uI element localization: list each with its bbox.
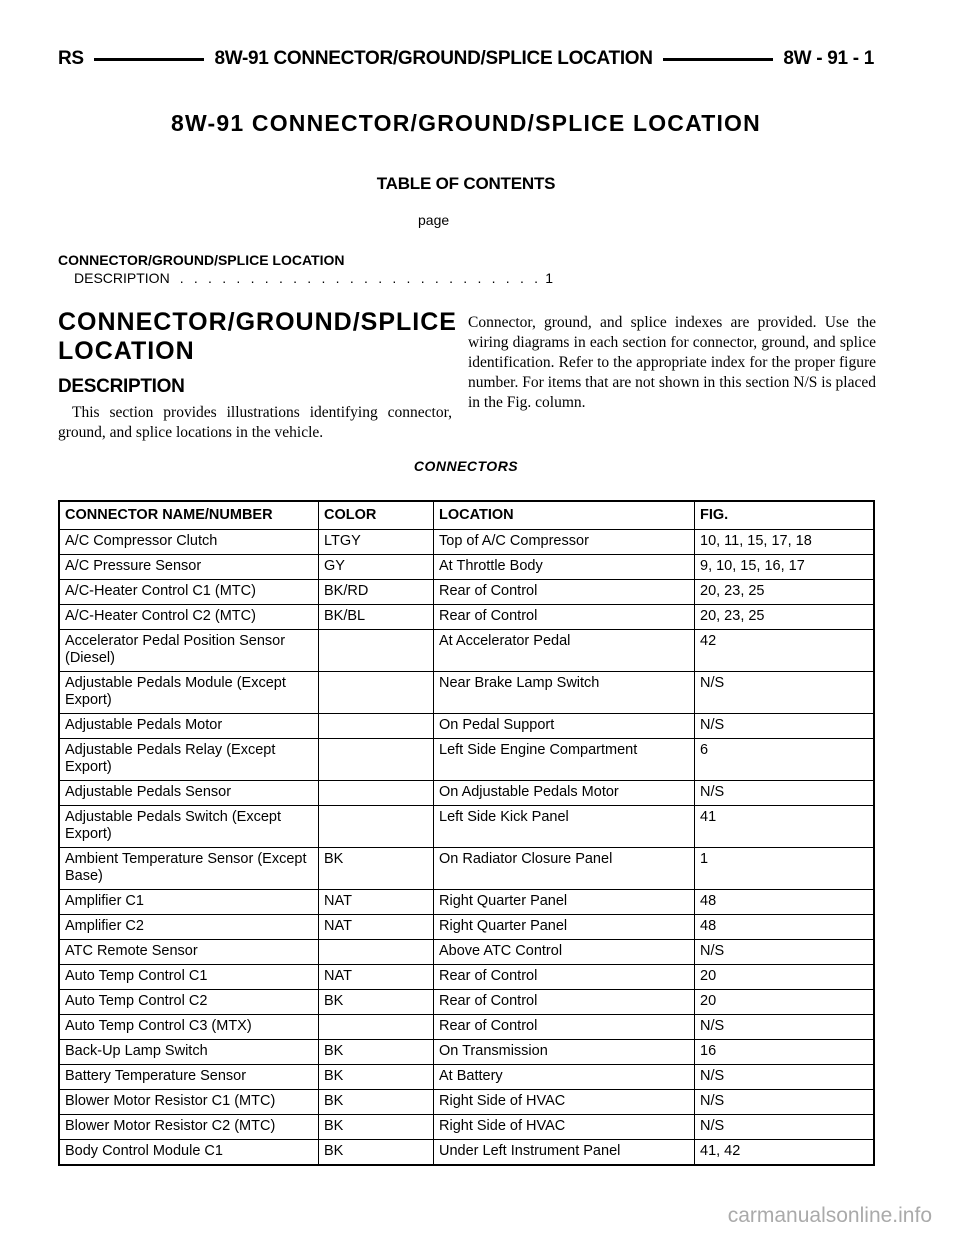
- cell-fig: 41: [695, 806, 875, 848]
- cell-fig: 1: [695, 848, 875, 890]
- cell-location: Rear of Control: [434, 965, 695, 990]
- cell-location: At Battery: [434, 1065, 695, 1090]
- watermark: carmanualsonline.info: [727, 1204, 932, 1227]
- cell-color: BK: [319, 1040, 434, 1065]
- cell-location: On Pedal Support: [434, 714, 695, 739]
- table-row: [59, 630, 874, 672]
- toc-heading: TABLE OF CONTENTS: [376, 174, 556, 193]
- table-row: [59, 1065, 874, 1090]
- cell-fig: N/S: [695, 1065, 875, 1090]
- cell-location: At Accelerator Pedal: [434, 630, 695, 672]
- table-row: [59, 580, 874, 605]
- cell-color: NAT: [319, 965, 434, 990]
- cell-color: BK: [319, 990, 434, 1015]
- cell-connector-name: Adjustable Pedals Module (Except Export): [59, 672, 319, 714]
- cell-color: BK: [319, 1140, 434, 1166]
- cell-color: [319, 781, 434, 806]
- header-left: RS: [58, 48, 84, 69]
- page-title: 8W-91 CONNECTOR/GROUND/SPLICE LOCATION: [171, 110, 761, 136]
- toc-section: CONNECTOR/GROUND/SPLICE LOCATION: [58, 252, 345, 268]
- cell-fig: 41, 42: [695, 1140, 875, 1166]
- cell-connector-name: A/C Compressor Clutch: [59, 530, 319, 555]
- cell-location: Right Side of HVAC: [434, 1090, 695, 1115]
- cell-color: GY: [319, 555, 434, 580]
- cell-color: [319, 672, 434, 714]
- cell-color: [319, 806, 434, 848]
- cell-location: Right Side of HVAC: [434, 1115, 695, 1140]
- table-row: [59, 1140, 874, 1166]
- table-row: [59, 1090, 874, 1115]
- cell-location: At Throttle Body: [434, 555, 695, 580]
- cell-connector-name: Ambient Temperature Sensor (Except Base): [59, 848, 319, 890]
- cell-fig: N/S: [695, 781, 875, 806]
- cell-fig: 20: [695, 990, 875, 1015]
- cell-fig: 16: [695, 1040, 875, 1065]
- subsection-title: DESCRIPTION: [58, 376, 185, 397]
- header-center: 8W-91 CONNECTOR/GROUND/SPLICE LOCATION: [214, 48, 653, 69]
- cell-fig: 9, 10, 15, 16, 17: [695, 555, 875, 580]
- table-row: [59, 1015, 874, 1040]
- cell-connector-name: A/C Pressure Sensor: [59, 555, 319, 580]
- table-row: [59, 1040, 874, 1065]
- header-rule-left: [94, 58, 205, 61]
- cell-color: BK: [319, 848, 434, 890]
- cell-color: NAT: [319, 915, 434, 940]
- table-row: [59, 965, 874, 990]
- cell-location: Right Quarter Panel: [434, 890, 695, 915]
- cell-fig: 20, 23, 25: [695, 605, 875, 630]
- cell-color: [319, 714, 434, 739]
- header-connector-name: CONNECTOR NAME/NUMBER: [59, 501, 319, 530]
- cell-fig: 42: [695, 630, 875, 672]
- cell-location: Above ATC Control: [434, 940, 695, 965]
- cell-fig: 48: [695, 915, 875, 940]
- table-row: [59, 990, 874, 1015]
- toc-page-label: page: [418, 212, 450, 228]
- cell-color: BK: [319, 1090, 434, 1115]
- cell-fig: N/S: [695, 1090, 875, 1115]
- cell-fig: 20, 23, 25: [695, 580, 875, 605]
- table-row: [59, 915, 874, 940]
- cell-color: BK/RD: [319, 580, 434, 605]
- toc-entry-page: 1: [545, 270, 554, 286]
- header-right: 8W - 91 - 1: [783, 48, 875, 69]
- header-color: COLOR: [319, 501, 434, 530]
- cell-connector-name: Adjustable Pedals Motor: [59, 714, 319, 739]
- table-row: [59, 555, 874, 580]
- cell-fig: 6: [695, 739, 875, 781]
- table-row: [59, 806, 874, 848]
- cell-color: BK: [319, 1065, 434, 1090]
- cell-fig: N/S: [695, 672, 875, 714]
- cell-color: BK: [319, 1115, 434, 1140]
- cell-location: On Radiator Closure Panel: [434, 848, 695, 890]
- running-header: [58, 44, 874, 74]
- table-row: [59, 739, 874, 781]
- header-rule-right: [663, 58, 774, 61]
- cell-location: Top of A/C Compressor: [434, 530, 695, 555]
- cell-color: [319, 630, 434, 672]
- cell-location: On Transmission: [434, 1040, 695, 1065]
- cell-color: LTGY: [319, 530, 434, 555]
- cell-fig: 10, 11, 15, 17, 18: [695, 530, 875, 555]
- table-row: [59, 848, 874, 890]
- cell-connector-name: Adjustable Pedals Switch (Except Export): [59, 806, 319, 848]
- cell-connector-name: Auto Temp Control C1: [59, 965, 319, 990]
- cell-connector-name: A/C-Heater Control C1 (MTC): [59, 580, 319, 605]
- toc-entry-label: DESCRIPTION: [74, 270, 170, 286]
- toc-entry[interactable]: [74, 270, 554, 286]
- cell-location: Left Side Engine Compartment: [434, 739, 695, 781]
- cell-connector-name: Auto Temp Control C3 (MTX): [59, 1015, 319, 1040]
- table-row: [59, 672, 874, 714]
- table-row: [59, 714, 874, 739]
- cell-location: Rear of Control: [434, 605, 695, 630]
- description-paragraph-right: Connector, ground, and splice indexes are provided. Use the wiring diagrams in each section for connector, ground, and splice identification. Refer to the appropriate index for the proper figure number. For items that are not shown in this section N/S is placed in the Fig. column.: [468, 314, 876, 411]
- header-fig: FIG.: [695, 501, 875, 530]
- cell-connector-name: Back-Up Lamp Switch: [59, 1040, 319, 1065]
- table-row: [59, 530, 874, 555]
- cell-color: [319, 1015, 434, 1040]
- table-header-row: [59, 501, 874, 530]
- toc-entry-leader: . . . . . . . . . . . . . . . . . . . . . . . . . .: [179, 270, 542, 286]
- table-row: [59, 1115, 874, 1140]
- header-location: LOCATION: [434, 501, 695, 530]
- cell-location: On Adjustable Pedals Motor: [434, 781, 695, 806]
- cell-fig: N/S: [695, 940, 875, 965]
- cell-connector-name: A/C-Heater Control C2 (MTC): [59, 605, 319, 630]
- cell-fig: 48: [695, 890, 875, 915]
- cell-connector-name: Auto Temp Control C2: [59, 990, 319, 1015]
- cell-location: Right Quarter Panel: [434, 915, 695, 940]
- section-title: CONNECTOR/GROUND/SPLICE LOCATION: [58, 308, 457, 365]
- cell-connector-name: Battery Temperature Sensor: [59, 1065, 319, 1090]
- cell-location: Near Brake Lamp Switch: [434, 672, 695, 714]
- table-row: [59, 605, 874, 630]
- cell-location: Rear of Control: [434, 580, 695, 605]
- cell-location: Rear of Control: [434, 1015, 695, 1040]
- cell-fig: 20: [695, 965, 875, 990]
- cell-connector-name: Amplifier C1: [59, 890, 319, 915]
- cell-connector-name: Blower Motor Resistor C2 (MTC): [59, 1115, 319, 1140]
- cell-connector-name: ATC Remote Sensor: [59, 940, 319, 965]
- cell-color: [319, 739, 434, 781]
- table-row: [59, 890, 874, 915]
- cell-location: Under Left Instrument Panel: [434, 1140, 695, 1166]
- table-caption: CONNECTORS: [413, 458, 519, 474]
- cell-connector-name: Accelerator Pedal Position Sensor (Diesel): [59, 630, 319, 672]
- table-row: [59, 781, 874, 806]
- cell-location: Rear of Control: [434, 990, 695, 1015]
- cell-color: BK/BL: [319, 605, 434, 630]
- cell-fig: N/S: [695, 1015, 875, 1040]
- cell-fig: N/S: [695, 1115, 875, 1140]
- cell-connector-name: Blower Motor Resistor C1 (MTC): [59, 1090, 319, 1115]
- cell-connector-name: Adjustable Pedals Sensor: [59, 781, 319, 806]
- description-paragraph-left: This section provides illustrations identifying connector, ground, and splice locations in the vehicle.: [58, 404, 452, 441]
- cell-fig: N/S: [695, 714, 875, 739]
- cell-location: Left Side Kick Panel: [434, 806, 695, 848]
- cell-connector-name: Adjustable Pedals Relay (Except Export): [59, 739, 319, 781]
- cell-connector-name: Amplifier C2: [59, 915, 319, 940]
- cell-color: NAT: [319, 890, 434, 915]
- cell-color: [319, 940, 434, 965]
- table-row: [59, 940, 874, 965]
- cell-connector-name: Body Control Module C1: [59, 1140, 319, 1166]
- connectors-table: [58, 500, 875, 1166]
